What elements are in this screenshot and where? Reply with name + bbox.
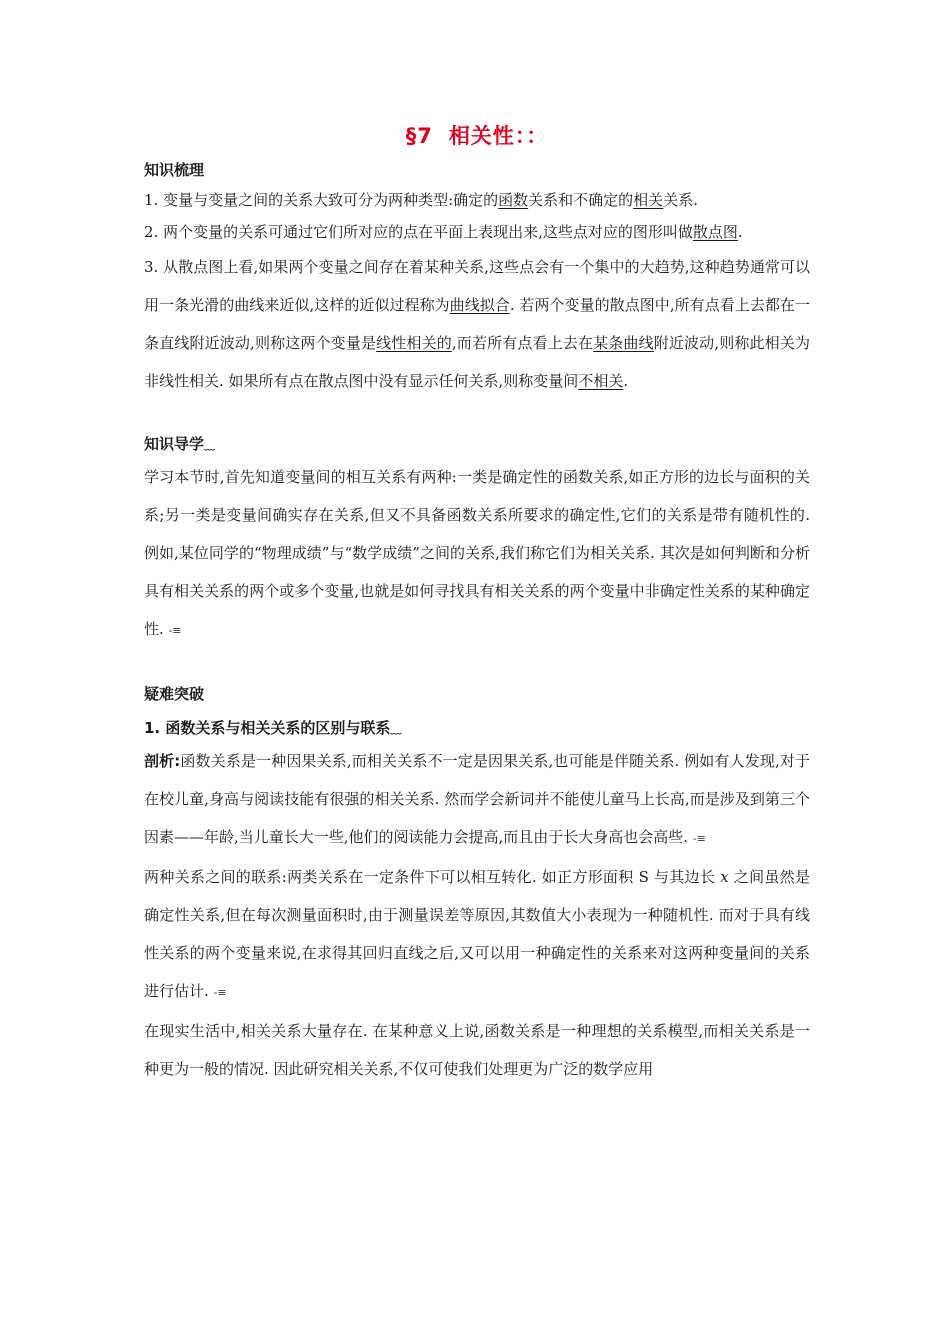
variable-x: x: [720, 868, 729, 886]
item-1: 1. 变量与变量之间的关系大致可分为两种类型:确定的函数关系和不确定的相关关系.: [144, 191, 698, 209]
subheading-function-vs-correlation: 1. 函数关系与相关关系的区别与联系﹏: [144, 719, 402, 737]
underlined-term: 曲线拟合: [449, 296, 510, 314]
reality-paragraph: 在现实生活中,相关关系大量存在. 在某种意义上说,函数关系是一种理想的关系模型,而相关关系是一种更为一般的情况. 因此研究相关关系,不仅可使我们处理更为广泛的数学应用: [144, 1022, 810, 1078]
section-heading-knowledge: 知识梳理: [144, 161, 205, 179]
document-page: [144, 118, 810, 1088]
guide-paragraph: 学习本节时,首先知道变量间的相互关系有两种:一类是确定性的函数关系,如正方形的边长与面积的关系;另一类是变量间确实存在关系,但又不具备函数关系所要求的确定性,它们的关系是带有随机性的. 例如,某位同学的“物理成绩”与“数学成绩”之间的关系,我们称它们为相关关系. 其次是如何判断和分析具有相关关系的两个或多个变量,也就是如何寻找具有相关关系的两个变量中非确定性关系的某种确定性. -≡: [144, 468, 810, 638]
underlined-term: 散点图: [692, 223, 738, 241]
underlined-term: 函数: [498, 191, 529, 209]
analysis-label: 剖析:: [144, 752, 181, 770]
section-heading-guide: 知识导学﹏: [144, 435, 216, 453]
title-tail: ：：: [514, 124, 549, 148]
paragraph-mark: -≡: [692, 832, 706, 845]
paragraph-mark: -≡: [168, 624, 182, 637]
title-text: 相关性: [448, 124, 515, 148]
heading-mark: ﹏: [390, 723, 402, 736]
relation-paragraph: 两种关系之间的联系:两类关系在一定条件下可以相互转化. 如正方形面积 S 与其边长 x 之间虽然是确定性关系,但在每次测量面积时,由于测量误差等原因,其数值大小表现为一种随机性. 而对于具有线性关系的两个变量来说,在求得其回归直线之后,又可以用一种确定性的关系来对这两种变量间的关系进行估计. -≡: [144, 868, 810, 1000]
item-2: 2. 两个变量的关系可通过它们所对应的点在平面上表现出来,这些点对应的图形叫做散点图.: [144, 223, 743, 241]
page-title: [144, 118, 810, 154]
heading-mark: ﹏: [204, 439, 216, 452]
item-3: 3. 从散点图上看,如果两个变量之间存在着某种关系,这些点会有一个集中的大趋势,这种趋势通常可以用一条光滑的曲线来近似,这样的近似过程称为曲线拟合. 若两个变量的散点图中,所有点看上去都在一条直线附近波动,则称这两个变量是线性相关的,而若所有点看上去在某条曲线附近波动,则称此相关为非线性相关. 如果所有点在散点图中没有显示任何关系,则称变量间不相关.: [144, 258, 810, 390]
underlined-term: 线性相关的: [376, 334, 452, 352]
underlined-term: 相关: [633, 191, 664, 209]
underlined-term: 某条曲线: [593, 334, 654, 352]
analysis-paragraph: 剖析:函数关系是一种因果关系,而相关关系不一定是因果关系,也可能是伴随关系. 例如有人发现,对于在校儿童,身高与阅读技能有很强的相关关系. 然而学会新词并不能使儿童马上长高,而是涉及到第三个因素——年龄,当儿童长大一些,他们的阅读能力会提高,而且由于长大身高也会高些. -≡: [144, 752, 810, 846]
underlined-term: 不相关: [578, 372, 624, 390]
paragraph-mark: -≡: [213, 986, 227, 999]
section-number: §7: [405, 124, 433, 148]
section-heading-difficulty: 疑难突破: [144, 685, 205, 703]
